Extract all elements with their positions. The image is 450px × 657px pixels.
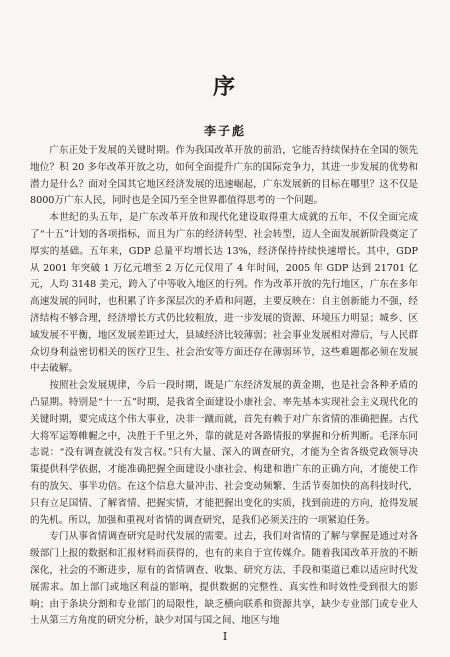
page-number: I	[222, 630, 228, 643]
paragraph: 按照社会发展规律，今后一段时期，既是广东经济发展的黄金期，也是社会各种矛盾的凸显期。特别是“十一五”时期，是我省全面建设小康社会、率先基本实现社会主义现代化的关键时期，要完成这个伟大事业，决非一蹴而就，首先有赖于对广东省情的准确把握。古代大将军运筹帷幄之中，决胜于千里之外，靠的就是对各路情报的掌握和分析判断。毛泽东同志说：“没有调查就没有发言权。”只有大量、深入的调查研究，才能为全省各级党政领导决策提供科学依据，才能准确把握全面建设小康社会、构建和谐广东的正确方向，才能使工作有的放矢、事半功倍。在这个信息大量冲击、社会变动频繁、生活节奏加快的高科技时代，只有立足国情、了解省情、把握实情，才能把握出变化的实质，找到前进的方向，抢得发展的先机。所以，加强和重视对省情的调查研究，是我们必须关注的一项紧迫任务。	[30, 380, 418, 526]
page-title: 序	[212, 74, 237, 100]
paragraph: 专门从事省情调查研究是时代发展的需要。过去，我们对省情的了解与掌握是通过对各级部门上报的数据和汇报材料而获得的，也有的来自于宣传媒介。随着我国改革开放的不断深化，社会的不断进步，原有的省情调查、收集、研究方法、手段和渠道已难以适应时代发展需求。加上部门或地区利益的影响，提供数据的完整性、真实性和时效性受到很大的影响；由于条块分割和专业部门的局限性，缺乏横向联系和资源共享，缺少专业部门或专业人士从第三方角度的研究分析，缺少对国与国之间、地区与地	[30, 531, 418, 627]
body-text	[30, 143, 418, 630]
paragraph: 本世纪的头五年，是广东改革开放和现代化建设取得重大成就的五年，不仅全面完成了“十五”计划的各项指标，而且为广东的经济转型、社会转型，迈人全面发展新阶段奠定了厚实的基础。五年来，GDP 总量平均增长达 13%，经济保持持续快速增长。其中，GDP 从 2001 年突破 1 万亿元增至 2 万亿元仅用了 4 年时间，2005 年 GDP 达到 21701 亿元，人均 3148 美元，跨入了中等收入地区的行列。作为改革开放的先行地区，广东在多年高速发展的同时，也积累了许多深层次的矛盾和问题，主要反映在：自主创新能力不强，经济结构不够合理，经济增长方式仍比较粗放，进一步发展的资源、环境压力明显；城乡、区域发展不平衡，地区发展差距过大，县域经济比较薄弱；社会事业发展相对滞后，与人民群众切身利益密切相关的医疗卫生、社会治安等方面还存在薄弱环节，这些难题都必须在发展中去破解。	[30, 212, 418, 375]
author-name: 李子彪	[203, 124, 246, 138]
paragraph: 广东正处于发展的关键时期。作为我国改革开放的前沿，它能否持续保持在全国的领先地位？积 20 多年改革开放之功，如何全面提升广东的国际竞争力，其进一步发展的优势和潜力是什么？面对全国其它地区经济发展的迅速崛起，广东发展新的目标在哪里？这不仅是 8000万广东人民，同时也是全国乃至全世界都值得思考的一个问题。	[30, 145, 418, 207]
